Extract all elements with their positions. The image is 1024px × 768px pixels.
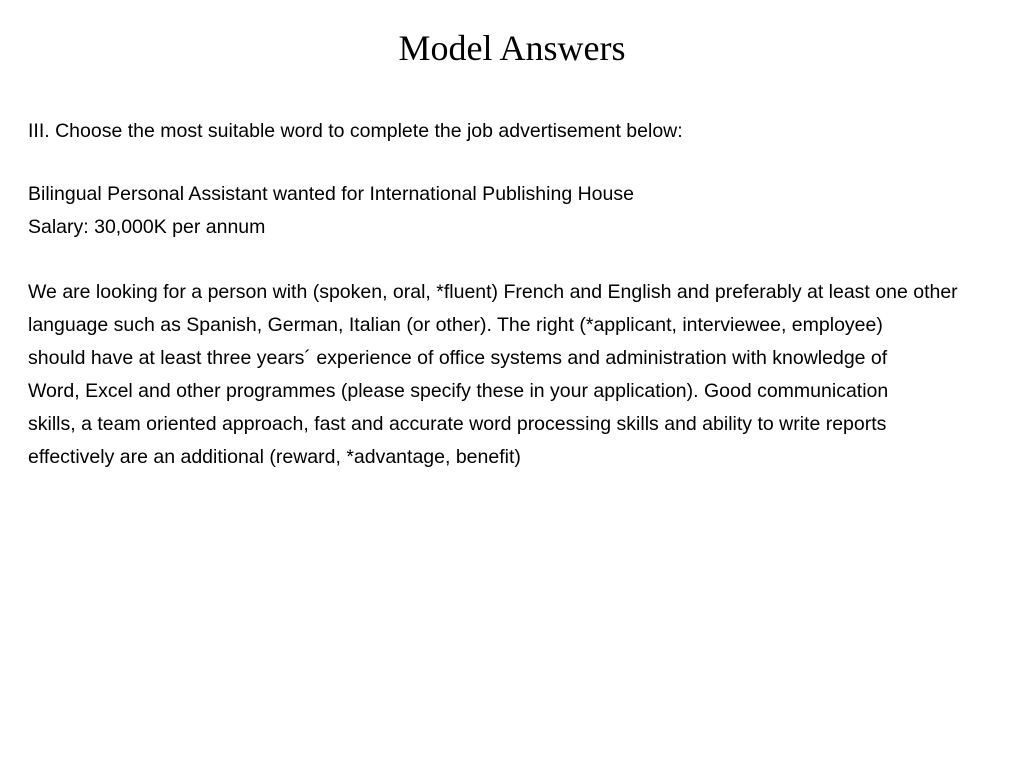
paragraph-line: Word, Excel and other programmes (please specify these in your application). Good communication [28,380,889,402]
slide-body [28,118,978,471]
paragraph-line: language such as Spanish, German, Italian (or other). The right (*applicant, interviewee, employee) [28,314,883,336]
instruction-text: III. Choose the most suitable word to complete the job advertisement below: [28,120,683,142]
page-title: Model Answers [398,28,626,68]
paragraph-line: We are looking for a person with (spoken, oral, *fluent) French and English and preferably at least one other [28,281,958,303]
salary-text: Salary: 30,000K per annum [28,216,266,238]
paragraph-line: should have at least three years´ experience of office systems and administration with knowledge of [28,347,888,369]
paragraph-line: effectively are an additional (reward, *advantage, benefit) [28,446,521,468]
paragraph-line: skills, a team oriented approach, fast and accurate word processing skills and ability to write reports [28,413,887,435]
job-title-text: Bilingual Personal Assistant wanted for International Publishing House [28,183,634,205]
